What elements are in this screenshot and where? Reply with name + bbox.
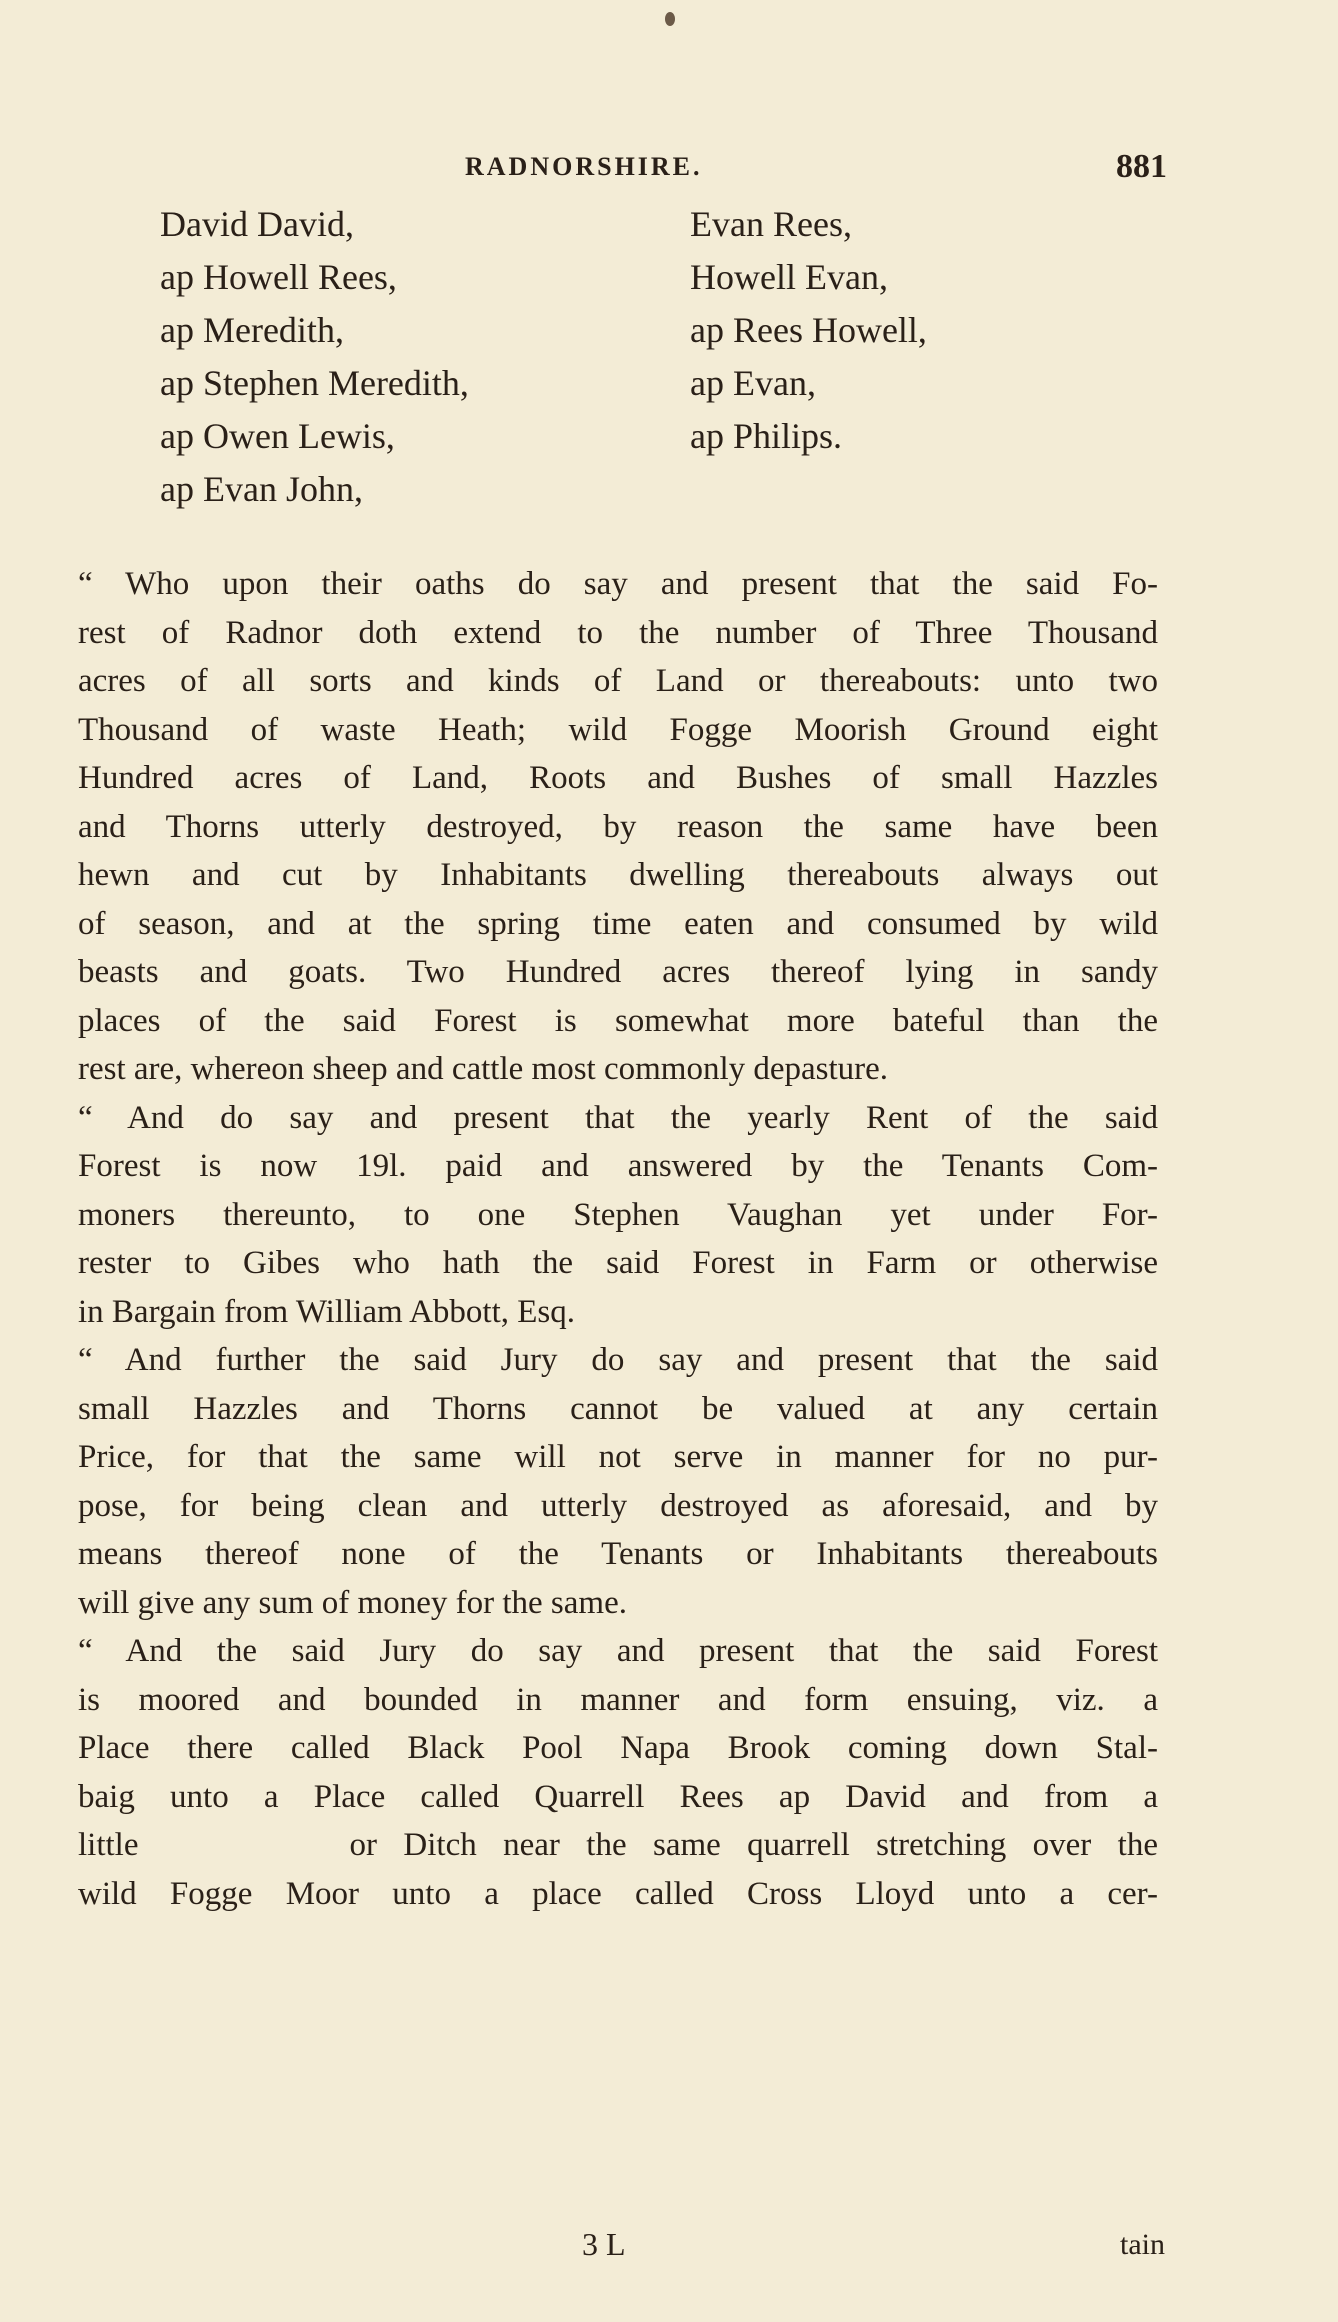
text-line: “ And the said Jury do say and present that the said Forest <box>78 1633 1158 1669</box>
text-line: moners thereunto, to one Stephen Vaughan yet under For- <box>78 1196 1158 1233</box>
text-line: small Hazzles and Thorns cannot be valued at any certain <box>78 1390 1158 1427</box>
jury-name: ap Howell Rees, <box>160 257 397 297</box>
text-line: Thousand of waste Heath; wild Fogge Moorish Ground eight <box>78 711 1158 748</box>
text-line: Place there called Black Pool Napa Brook coming down Stal- <box>78 1730 1158 1766</box>
text-line: and Thorns utterly destroyed, by reason the same have been <box>78 808 1158 845</box>
jury-name: ap Philips. <box>690 416 843 456</box>
jury-name: David David, <box>160 204 354 244</box>
jury-names-left-column <box>160 198 469 516</box>
running-head: RADNORSHIRE. <box>465 152 703 181</box>
text-line: acres of all sorts and kinds of Land or thereabouts: unto two <box>78 663 1158 699</box>
presentment-text <box>78 560 1158 1918</box>
jury-names <box>0 198 1338 518</box>
catchword: tain <box>1120 2228 1165 2261</box>
jury-names-right-column <box>690 198 927 463</box>
ink-dot <box>665 12 675 26</box>
page-footer <box>0 2226 1338 2276</box>
text-line: is moored and bounded in manner and form ensuing, viz. a <box>78 1681 1158 1718</box>
text-line: means thereof none of the Tenants or Inhabitants thereabouts <box>78 1536 1158 1572</box>
jury-name: ap Evan, <box>690 363 816 403</box>
text-line: pose, for being clean and utterly destroyed as aforesaid, and by <box>78 1487 1158 1524</box>
jury-name: Evan Rees, <box>690 204 852 244</box>
text-line: of season, and at the spring time eaten and consumed by wild <box>78 905 1158 942</box>
text-line: “ And further the said Jury do say and present that the said <box>78 1342 1158 1378</box>
text-line: rest are, whereon sheep and cattle most commonly depasture. <box>78 1051 889 1087</box>
page-header <box>0 148 1338 188</box>
jury-name: ap Evan John, <box>160 469 363 509</box>
jury-name: ap Rees Howell, <box>690 310 927 350</box>
jury-name: ap Stephen Meredith, <box>160 363 469 403</box>
text-line: baig unto a Place called Quarrell Rees ap David and from a <box>78 1778 1158 1815</box>
text-line: Hundred acres of Land, Roots and Bushes of small Hazzles <box>78 760 1158 796</box>
text-line: little or Ditch near the same quarrell stretching over the <box>78 1827 1158 1863</box>
text-line: Forest is now 19l. paid and answered by the Tenants Com- <box>78 1148 1158 1184</box>
text-line: places of the said Forest is somewhat more bateful than the <box>78 1002 1158 1039</box>
text-line: wild Fogge Moor unto a place called Cross Lloyd unto a cer- <box>78 1875 1158 1912</box>
jury-name: ap Owen Lewis, <box>160 416 395 456</box>
jury-name: ap Meredith, <box>160 310 344 350</box>
page-number: 881 <box>1116 148 1167 185</box>
text-line: “ Who upon their oaths do say and present that the said Fo- <box>78 566 1158 602</box>
text-line: hewn and cut by Inhabitants dwelling thereabouts always out <box>78 857 1158 893</box>
text-line: Price, for that the same will not serve in manner for no pur- <box>78 1439 1158 1475</box>
text-line: rest of Radnor doth extend to the number of Three Thousand <box>78 614 1158 651</box>
text-line: “ And do say and present that the yearly Rent of the said <box>78 1099 1158 1136</box>
text-line: in Bargain from William Abbott, Esq. <box>78 1293 575 1330</box>
signature-mark: 3 L <box>582 2226 626 2262</box>
text-line: rester to Gibes who hath the said Forest in Farm or otherwise <box>78 1245 1158 1281</box>
jury-name: Howell Evan, <box>690 257 888 297</box>
text-line: beasts and goats. Two Hundred acres thereof lying in sandy <box>78 954 1158 990</box>
text-line: will give any sum of money for the same. <box>78 1584 627 1621</box>
